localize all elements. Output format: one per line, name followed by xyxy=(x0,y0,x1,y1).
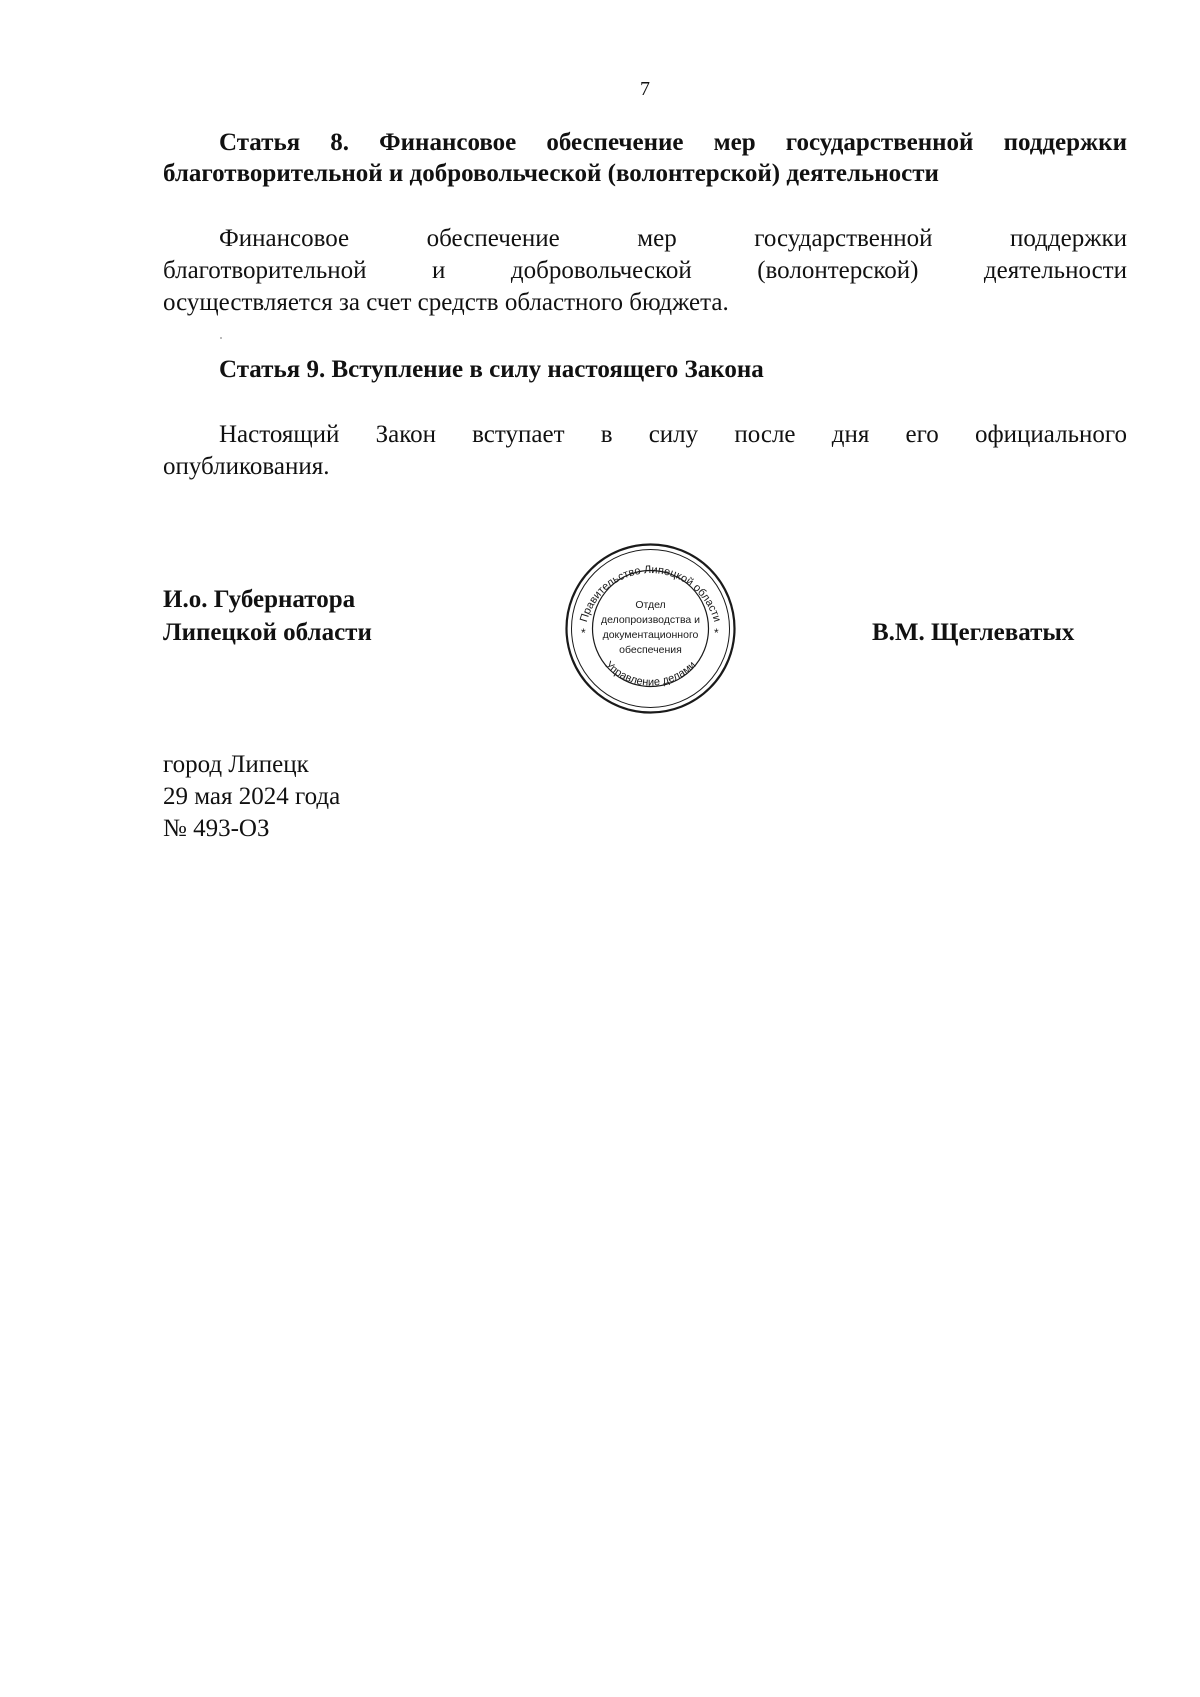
signatory-title-line-1: И.о. Губернатора xyxy=(163,586,356,613)
document-footer xyxy=(163,749,340,845)
article-8-body-line-1: Финансовое обеспечение мер государственной поддержки xyxy=(219,225,1127,252)
scan-speck xyxy=(220,337,222,339)
article-8-heading xyxy=(163,127,1127,189)
stamp-bottom-arc-text: Управление делами xyxy=(602,659,699,689)
signatory-title-line-2: Липецкой области xyxy=(163,619,372,646)
stamp-top-arc-text: Правительство Липецкой области xyxy=(577,564,724,624)
article-9-heading xyxy=(163,354,1127,385)
article-9-body-line-1: Настоящий Закон вступает в силу после дня его официального xyxy=(219,421,1127,448)
stamp-inner-line-4: обеспечения xyxy=(619,644,682,656)
stamp-inner-line-3: документационного xyxy=(602,629,699,641)
stamp-inner-line-2: делопроизводства и xyxy=(600,614,701,626)
stamp-inner-line-1: Отдел xyxy=(635,599,666,611)
article-8-body-line-2: благотворительной и добровольческой (волонтерской) деятельности xyxy=(163,257,1127,284)
official-stamp xyxy=(563,541,738,716)
article-8-body xyxy=(163,223,1127,319)
article-9-body-line-2: опубликования. xyxy=(163,453,330,480)
article-8-heading-line-1: Статья 8. Финансовое обеспечение мер государственной поддержки xyxy=(219,129,1127,156)
article-9-body xyxy=(163,419,1127,483)
stamp-star-left: * xyxy=(581,626,586,640)
article-9-heading-line: Статья 9. Вступление в силу настоящего Закона xyxy=(219,356,764,383)
article-8-heading-line-2: благотворительной и добровольческой (волонтерской) деятельности xyxy=(163,160,939,187)
document-number: № 493-ОЗ xyxy=(163,815,270,842)
city: город Липецк xyxy=(163,751,309,778)
page-number: 7 xyxy=(640,78,650,100)
signatory-title xyxy=(163,583,372,649)
stamp-star-right: * xyxy=(714,626,719,640)
signatory-name: В.М. Щеглеватых xyxy=(872,619,1075,646)
article-8-body-line-3: осуществляется за счет средств областного бюджета. xyxy=(163,289,729,316)
date: 29 мая 2024 года xyxy=(163,783,341,810)
